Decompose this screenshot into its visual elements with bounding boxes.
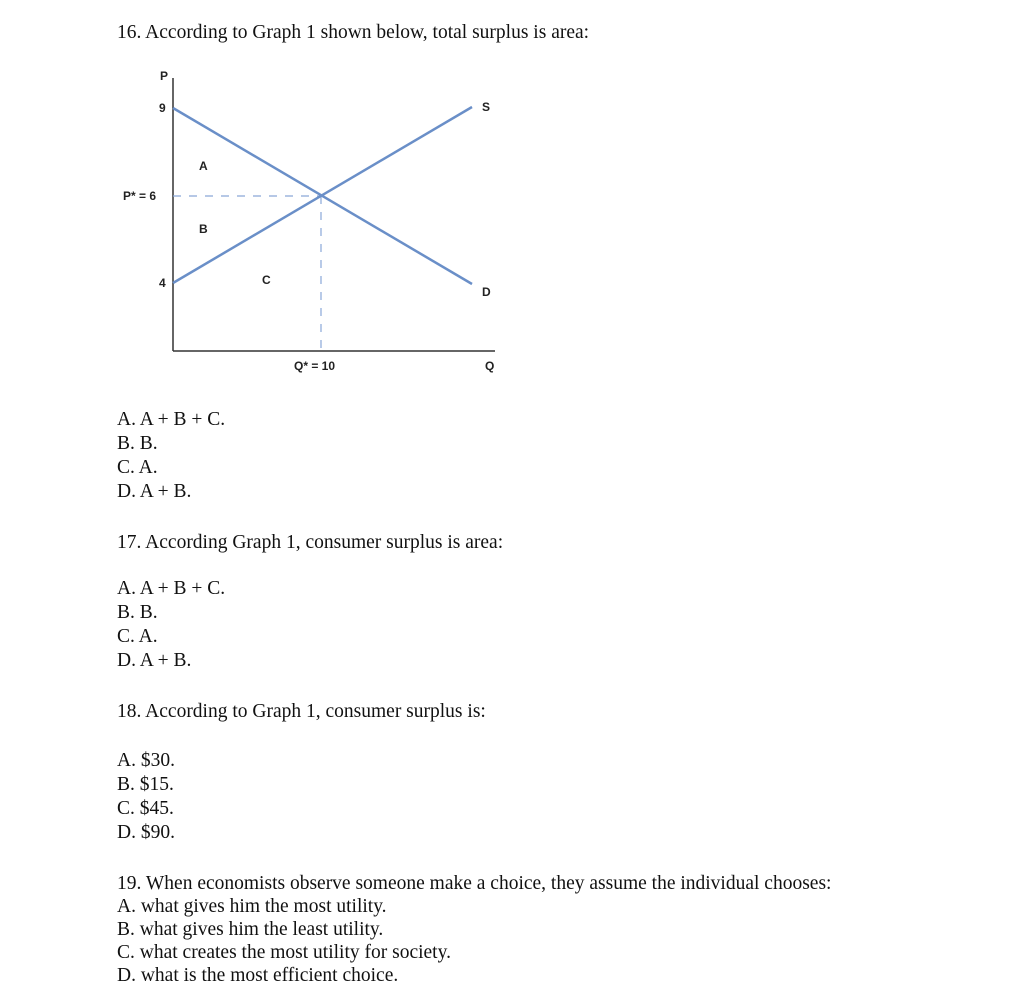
q17-option-c: C. A. bbox=[117, 626, 158, 647]
graph-1 bbox=[110, 60, 510, 380]
q16-question: 16. According to Graph 1 shown below, total surplus is area: bbox=[117, 22, 590, 43]
supply-label: S bbox=[482, 100, 491, 114]
demand-label: D bbox=[482, 285, 491, 299]
q19-option-b: B. what gives him the least utility. bbox=[117, 919, 384, 940]
q17-option-b: B. B. bbox=[117, 602, 158, 623]
q19-option-d: D. what is the most efficient choice. bbox=[117, 965, 399, 986]
q16-option-b: B. B. bbox=[117, 433, 158, 454]
q18-option-a: A. $30. bbox=[117, 750, 175, 771]
q18-option-c: C. $45. bbox=[117, 798, 174, 819]
y-axis-label: P bbox=[160, 69, 169, 83]
tick-label-p-star: P* = 6 bbox=[123, 189, 157, 203]
q19-option-a: A. what gives him the most utility. bbox=[117, 896, 387, 917]
tick-label-4: 4 bbox=[159, 276, 166, 290]
q16-option-c: C. A. bbox=[117, 457, 158, 478]
q17-option-a: A. A + B + C. bbox=[117, 578, 226, 599]
q17-question: 17. According Graph 1, consumer surplus is area: bbox=[117, 532, 504, 553]
q19-question: 19. When economists observe someone make a choice, they assume the individual chooses: bbox=[117, 873, 832, 894]
q16-option-d: D. A + B. bbox=[117, 481, 192, 502]
q18-question: 18. According to Graph 1, consumer surplus is: bbox=[117, 701, 486, 722]
q18-option-d: D. $90. bbox=[117, 822, 175, 843]
q18-option-b: B. $15. bbox=[117, 774, 174, 795]
tick-label-q-star: Q* = 10 bbox=[294, 359, 336, 373]
q16-option-a: A. A + B + C. bbox=[117, 409, 226, 430]
tick-label-9: 9 bbox=[159, 101, 166, 115]
area-a-label: A bbox=[199, 159, 208, 173]
x-axis-label: Q bbox=[485, 359, 495, 373]
area-c-label: C bbox=[262, 273, 271, 287]
q19-option-c: C. what creates the most utility for society. bbox=[117, 942, 451, 963]
area-b-label: B bbox=[199, 222, 208, 236]
q17-option-d: D. A + B. bbox=[117, 650, 192, 671]
